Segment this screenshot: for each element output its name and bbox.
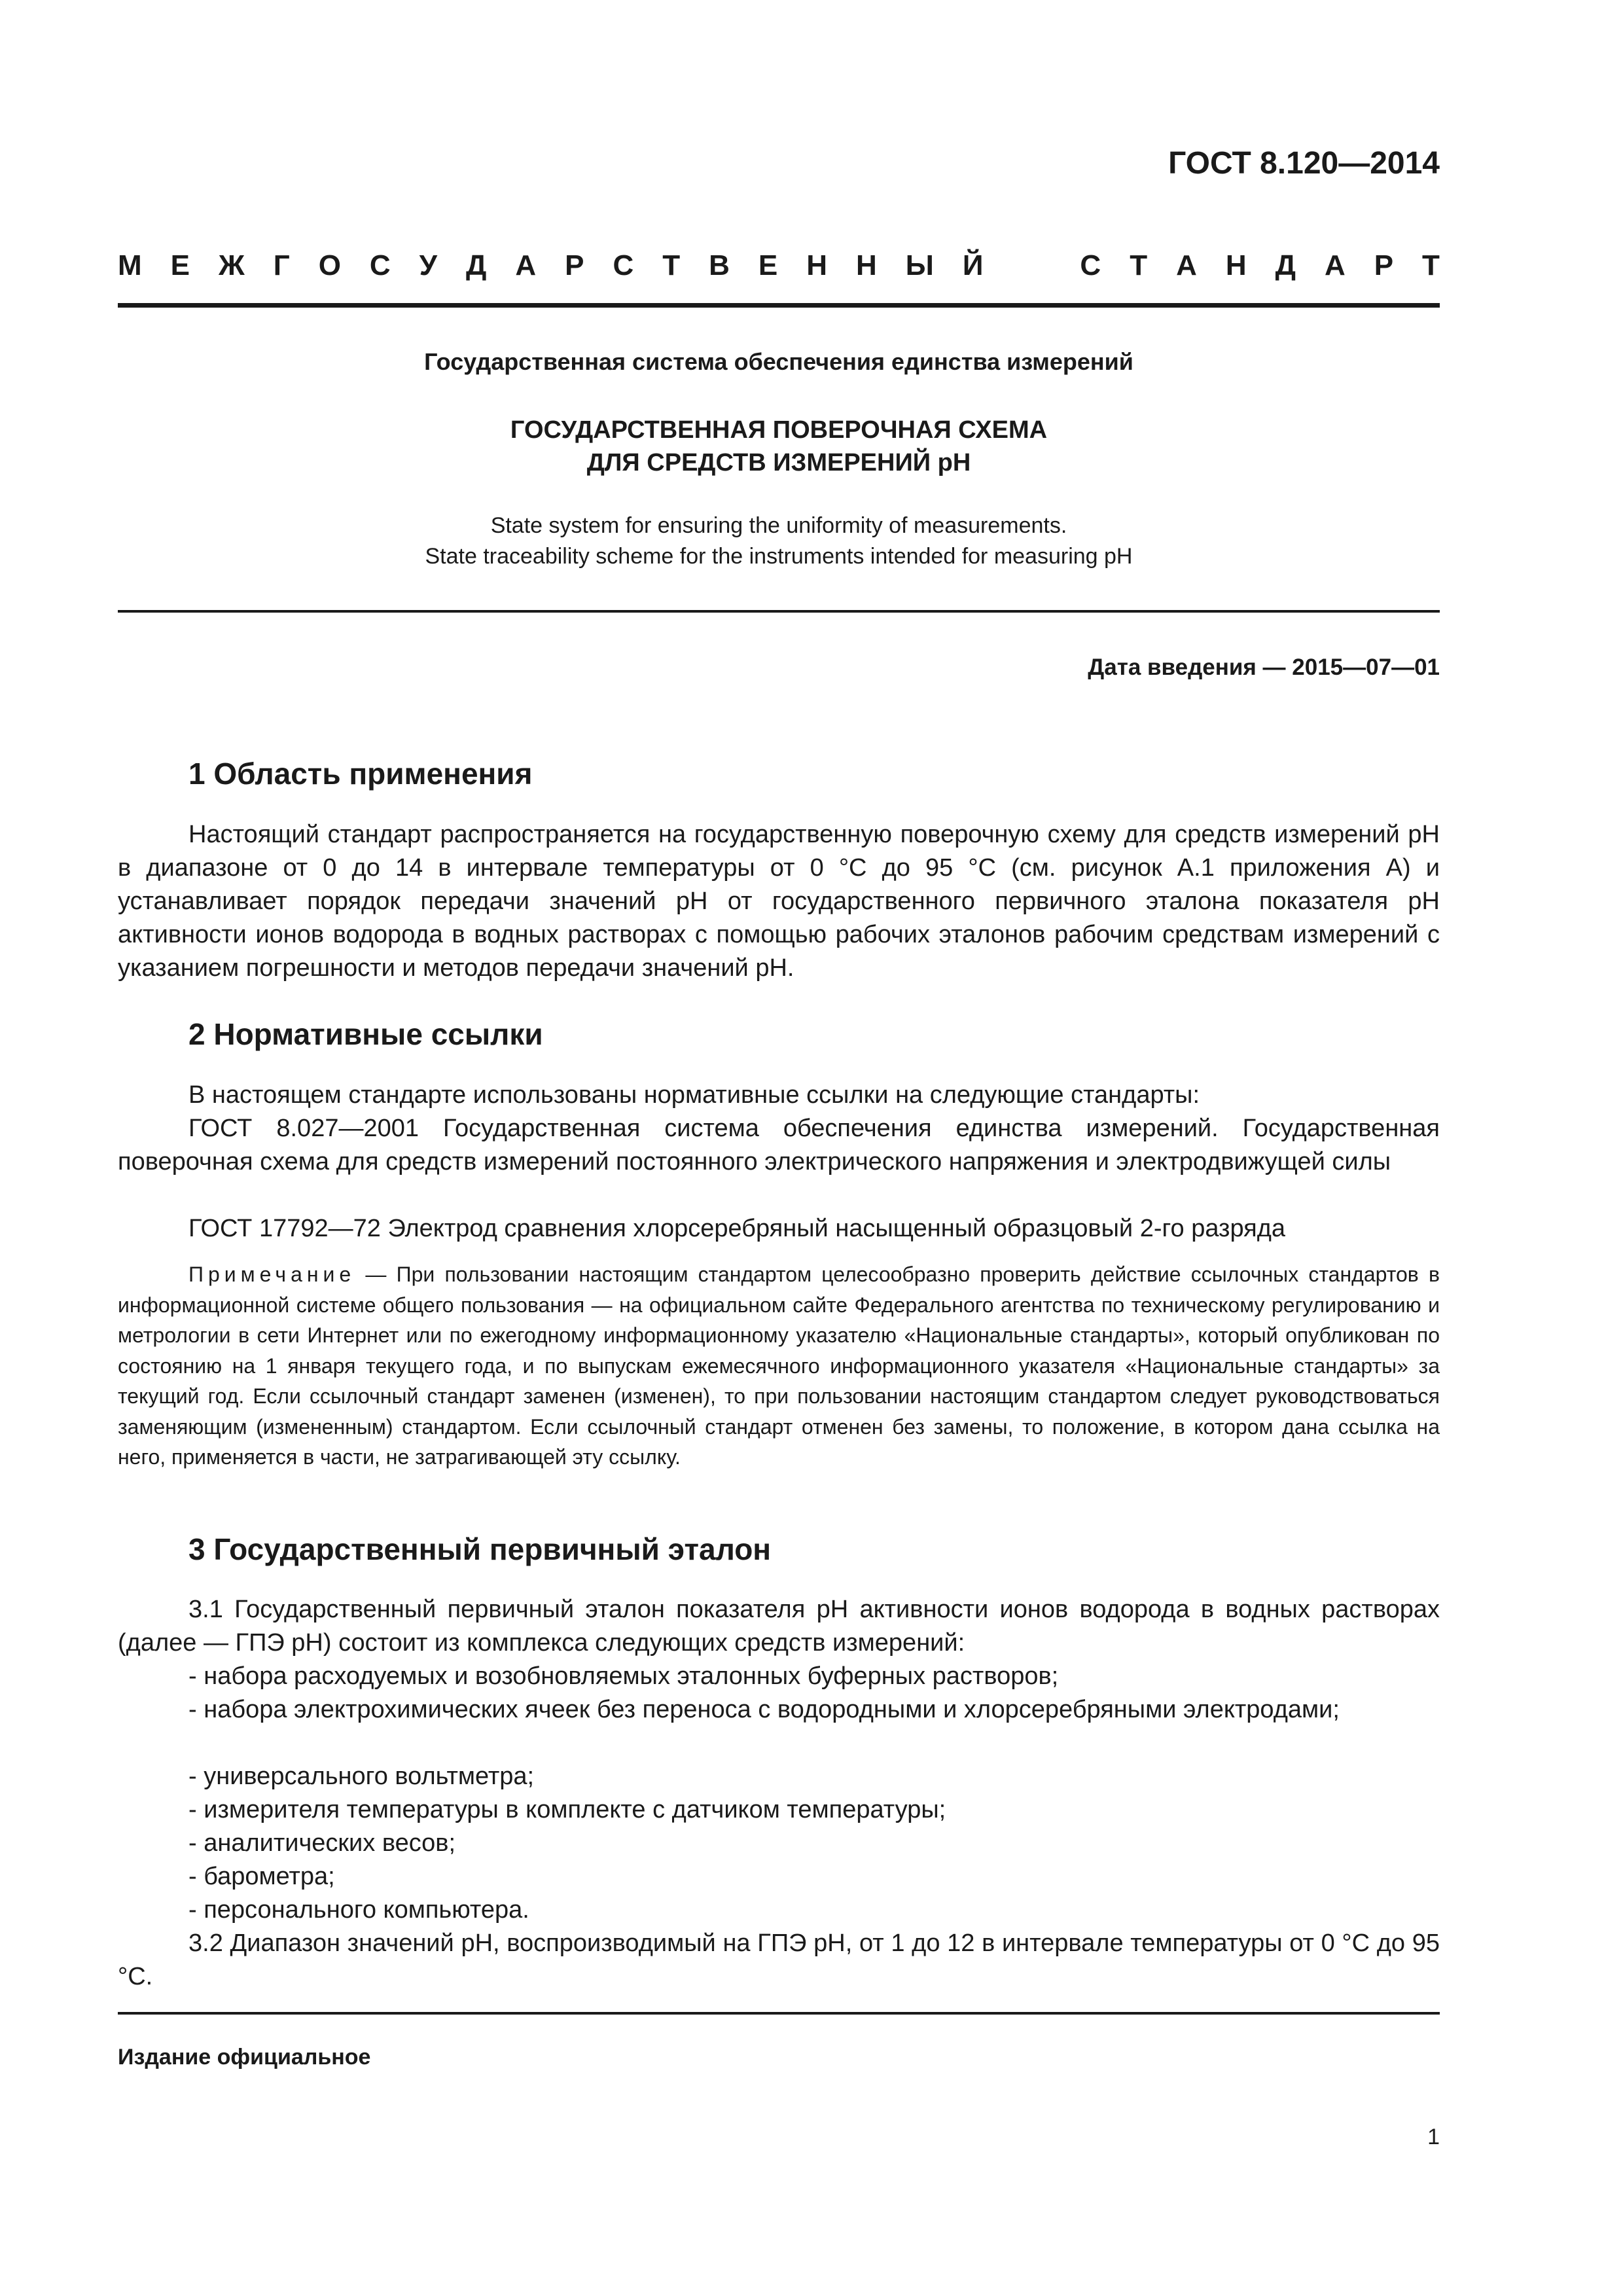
standard-type-banner — [118, 247, 1440, 284]
note-label: Примечание — [188, 1263, 356, 1286]
english-title-line-1: State system for ensuring the uniformity of measurements. — [490, 513, 1067, 538]
title-rule — [118, 610, 1440, 613]
banner-letter: Г — [273, 249, 290, 281]
banner-letter: Т — [662, 249, 681, 281]
list-item: - барометра; — [188, 1863, 335, 1890]
banner-letter: Р — [565, 249, 584, 281]
english-title-line-2: State traceability scheme for the instruments intended for measuring pH — [425, 544, 1133, 569]
banner-letter: Т — [1422, 249, 1440, 281]
banner-letter: В — [709, 249, 730, 281]
list-item: - аналитических весов; — [188, 1829, 456, 1857]
banner-letter: Н — [806, 249, 828, 281]
banner-letter: О — [318, 249, 341, 281]
banner-letter: С — [369, 249, 391, 281]
section-1-text: Настоящий стандарт распространяется на государственную поверочную схему для средств измерений pH в диапазоне от 0 до 14 в интервале температуры от 0 °С до 95 °С (см. рисунок А.1 приложения А) и устанавливает порядок передачи значений pH от государственного первичного эталона показателя pH активности ионов водорода в водных растворах с помощью рабочих эталонов рабочим средствам измерений с указанием погрешности и методов передачи значений pH. — [118, 821, 1440, 982]
document-page — [118, 0, 1440, 2296]
banner-letter: Е — [758, 249, 778, 281]
reference-gost-17792: ГОСТ 17792—72 Электрод сравнения хлорсеребряный насыщенный образцовый 2-го разряда — [188, 1215, 1286, 1242]
banner-letter: Н — [856, 249, 877, 281]
header-rule — [118, 303, 1440, 308]
clause-3-2: 3.2 Диапазон значений pH, воспроизводимый на ГПЭ pH, от 1 до 12 в интервале температуры от 0 °С до 95 °С. — [118, 1929, 1440, 1990]
banner-letter: Ж — [218, 249, 245, 281]
banner-letter: У — [419, 249, 438, 281]
banner-letter: Ы — [905, 249, 934, 281]
banner-letter: С — [613, 249, 634, 281]
banner-letter: Д — [1275, 249, 1296, 281]
banner-letter: М — [118, 249, 142, 281]
footer-rule — [118, 2012, 1440, 2015]
introduction-date: Дата введения — 2015—07—01 — [1088, 655, 1440, 680]
list-item: - измерителя температуры в комплекте с датчиком температуры; — [188, 1796, 946, 1823]
banner-letter: А — [1324, 249, 1346, 281]
banner-letter: А — [1176, 249, 1197, 281]
section-3-heading: 3 Государственный первичный эталон — [188, 1532, 772, 1566]
banner-letter: С — [1080, 249, 1101, 281]
system-title: Государственная система обеспечения единства измерений — [424, 348, 1133, 375]
list-item: - набора электрохимических ячеек без переноса с водородными и хлорсеребряными электродами; — [188, 1696, 1340, 1723]
banner-letter: Е — [170, 249, 190, 281]
banner-letter: Д — [466, 249, 487, 281]
standard-number: ГОСТ 8.120—2014 — [1168, 146, 1440, 181]
clause-3-1: 3.1 Государственный первичный эталон показателя pH активности ионов водорода в водных растворах (далее — ГПЭ pH) состоит из комплекса следующих средств измерений: — [118, 1596, 1440, 1657]
section-2-lead: В настоящем стандарте использованы нормативные ссылки на следующие стандарты: — [188, 1081, 1200, 1109]
banner-letter: Т — [1130, 249, 1148, 281]
banner-letter: Н — [1225, 249, 1247, 281]
list-item: - универсального вольтметра; — [188, 1763, 535, 1790]
section-1-heading: 1 Область применения — [188, 757, 533, 791]
official-edition-label: Издание официальное — [118, 2045, 371, 2070]
main-title-line-1: ГОСУДАРСТВЕННАЯ ПОВЕРОЧНАЯ СХЕМА — [510, 416, 1048, 444]
list-item: - набора расходуемых и возобновляемых эталонных буферных растворов; — [188, 1662, 1059, 1690]
note-text: — При пользовании настоящим стандартом целесообразно проверить действие ссылочных стандартов в информационной системе общего пользования — на официальном сайте Федерального агентства по техническому регулированию и метрологии в сети Интернет или по ежегодному информационному указателю «Национальные стандарты», который опубликован по состоянию на 1 января текущего года, и по выпускам ежемесячного информационного указателя «Национальные стандарты» за текущий год. Если ссылочный стандарт заменен (изменен), то при пользовании настоящим стандартом следует руководствоваться заменяющим (измененным) стандартом. Если ссылочный стандарт отменен без замены, то положение, в котором дана ссылка на него, применяется в части, не затрагивающей эту ссылку. — [118, 1263, 1440, 1469]
banner-letter: Й — [962, 249, 984, 281]
section-2-note — [118, 1259, 1440, 1473]
banner-letter: Р — [1374, 249, 1394, 281]
list-item: - персонального компьютера. — [188, 1896, 529, 1924]
banner-letter: А — [515, 249, 537, 281]
section-2-heading: 2 Нормативные ссылки — [188, 1017, 543, 1051]
page-number: 1 — [1427, 2125, 1440, 2149]
reference-gost-8-027: ГОСТ 8.027—2001 Государственная система обеспечения единства измерений. Государственная поверочная схема для средств измерений постоянного электрического напряжения и электродвижущей силы — [118, 1115, 1440, 1175]
main-title-line-2: ДЛЯ СРЕДСТВ ИЗМЕРЕНИЙ pH — [586, 449, 971, 476]
